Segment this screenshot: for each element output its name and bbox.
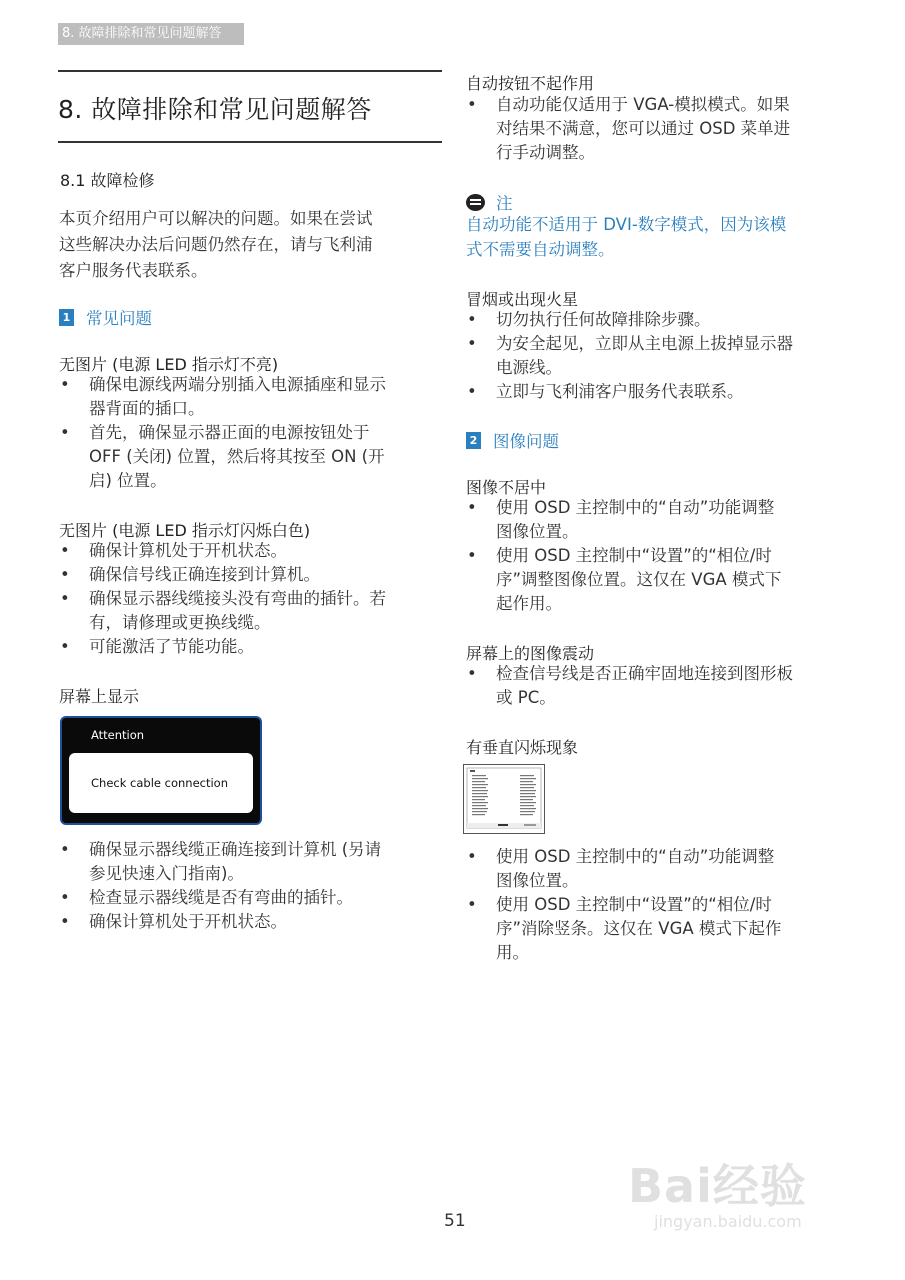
- bullet-list: [466, 496, 852, 616]
- section-2-heading: [466, 428, 559, 452]
- list-item: • 确保信号线正确连接到计算机。: [59, 563, 444, 587]
- list-item: • 首先，确保显示器正面的电源按钮处于 OFF (关闭) 位置，然后将其按至 ON (开 启) 位置。: [59, 421, 444, 493]
- bullet-list: [466, 308, 852, 404]
- list-item: • 为安全起见，立即从主电源上拔掉显示器 电源线。: [466, 332, 852, 380]
- osd-title: Attention: [91, 728, 145, 742]
- title-rule-bottom: [58, 141, 442, 143]
- subtitle: 8.1 故障检修: [60, 171, 155, 190]
- list-item: • 确保计算机处于开机状态。: [59, 539, 444, 563]
- group-heading: 屏幕上的图像震动: [466, 644, 595, 663]
- thumbnail-pattern: [464, 765, 544, 833]
- osd-message: Check cable connection: [91, 776, 228, 790]
- note-heading: [466, 190, 513, 214]
- group-heading: 无图片 (电源 LED 指示灯不亮): [59, 355, 279, 374]
- page-number: 51: [444, 1211, 466, 1231]
- bullet-list: [466, 93, 852, 165]
- section-title: 常见问题: [86, 309, 152, 328]
- osd-attention-dialog: [60, 716, 262, 825]
- list-item: • 检查显示器线缆是否有弯曲的插针。: [59, 886, 444, 910]
- section-number-badge: 2: [466, 432, 481, 449]
- note-label: 注: [496, 194, 513, 213]
- bullet-list: [466, 845, 852, 965]
- group-heading: 冒烟或出现火星: [466, 290, 579, 309]
- list-item: • 立即与飞利浦客户服务代表联系。: [466, 380, 852, 404]
- group-heading: 有垂直闪烁现象: [466, 738, 579, 757]
- osd-message-box: [69, 753, 253, 813]
- list-item: • 使用 OSD 主控制中的“自动”功能调整 图像位置。: [466, 845, 852, 893]
- group-heading: 无图片 (电源 LED 指示灯闪烁白色): [59, 521, 311, 540]
- list-item: • 检查信号线是否正确牢固地连接到图形板 或 PC。: [466, 662, 852, 710]
- list-item: • 使用 OSD 主控制中“设置”的“相位/时 序”消除竖条。这仅在 VGA 模式下起作 用。: [466, 893, 852, 965]
- bullet-list: [59, 373, 444, 493]
- intro-line: 这些解决办法后问题仍然存在，请与飞利浦: [59, 235, 373, 254]
- vertical-flicker-thumbnail: [463, 764, 545, 834]
- intro-line: 本页介绍用户可以解决的问题。如果在尝试: [59, 209, 373, 228]
- bullet-list: [59, 838, 444, 934]
- list-item: • 可能激活了节能功能。: [59, 635, 444, 659]
- group-heading: 图像不居中: [466, 478, 547, 497]
- group-heading: 屏幕上显示: [59, 687, 140, 706]
- note-text: 自动功能不适用于 DVI-数字模式，因为该模 式不需要自动调整。: [466, 215, 787, 259]
- section-title: 图像问题: [493, 432, 559, 451]
- intro-line: 客户服务代表联系。: [59, 261, 208, 280]
- list-item: • 确保显示器线缆接头没有弯曲的插针。若 有，请修理或更换线缆。: [59, 587, 444, 635]
- section-number-badge: 1: [59, 309, 74, 326]
- group-heading: 自动按钮不起作用: [466, 74, 595, 93]
- list-item: • 自动功能仅适用于 VGA-模拟模式。如果 对结果不满意，您可以通过 OSD 菜单进 行手动调整。: [466, 93, 852, 165]
- list-item: • 使用 OSD 主控制中的“自动”功能调整 图像位置。: [466, 496, 852, 544]
- bullet-list: [466, 662, 852, 710]
- list-item: • 确保计算机处于开机状态。: [59, 910, 444, 934]
- title-rule-top: [58, 70, 442, 72]
- list-item: • 确保显示器线缆正确连接到计算机 (另请 参见快速入门指南)。: [59, 838, 444, 886]
- watermark-brand: Bai经验: [628, 1159, 807, 1213]
- intro-paragraph: [59, 206, 373, 284]
- section-1-heading: [59, 305, 152, 329]
- baidu-watermark: [628, 1150, 807, 1231]
- note-icon: [466, 194, 485, 211]
- watermark-url: jingyan.baidu.com: [654, 1212, 802, 1231]
- header-tab: 8. 故障排除和常见问题解答: [58, 23, 244, 45]
- list-item: • 确保电源线两端分别插入电源插座和显示 器背面的插口。: [59, 373, 444, 421]
- list-item: • 使用 OSD 主控制中“设置”的“相位/时 序”调整图像位置。这仅在 VGA 模式下 起作用。: [466, 544, 852, 616]
- list-item: • 切勿执行任何故障排除步骤。: [466, 308, 852, 332]
- page-title: 8. 故障排除和常见问题解答: [58, 95, 372, 124]
- bullet-list: [59, 539, 444, 659]
